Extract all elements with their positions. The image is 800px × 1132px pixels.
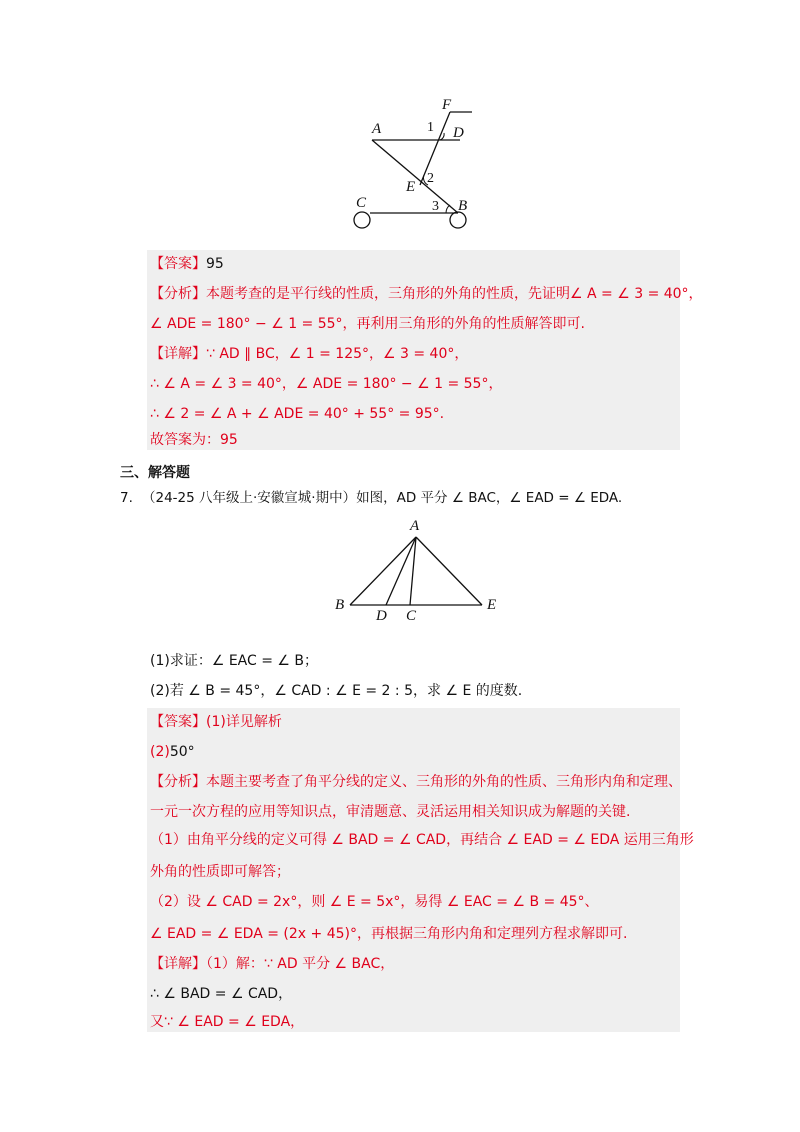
part-2-text: (2)若 ∠ B = 45°，∠ CAD : ∠ E = 2 : 5，求 ∠ E 的度数. (150, 683, 523, 699)
answer-line-q6 (150, 254, 224, 274)
answer-part-2-prefix: (2) (150, 744, 170, 760)
analysis-text-5: （2）设 ∠ CAD = 2x°，则 ∠ E = 5x°，易得 ∠ EAC = ∠ B = 45°、 (150, 894, 599, 910)
label-2: 2 (427, 171, 434, 186)
answer-value: 95 (206, 256, 224, 272)
analysis-text-2: 一元一次方程的应用等知识点，审清题意、灵活运用相关知识成为解题的关键. (150, 804, 631, 820)
detail-line-1-q7 (150, 954, 394, 974)
analysis-tag: 【分析】 (150, 774, 206, 790)
question-number: 7. (120, 490, 133, 506)
answer-part-2-value: 50° (169, 744, 195, 760)
detail-line-2-q6 (150, 374, 502, 394)
label-b: B (458, 198, 468, 214)
analysis-text-3: （1）由角平分线的定义可得 ∠ BAD = ∠ CAD，再结合 ∠ EAD = ∠ EDA 运用三角形 (150, 832, 694, 848)
analysis-line-6-q7 (150, 924, 627, 944)
label-d: D (453, 125, 464, 141)
line-ae (416, 537, 482, 605)
question-7-part-1 (150, 651, 318, 671)
figure-parallel-lines (340, 95, 490, 235)
label-d: D (376, 608, 387, 624)
section-title: 三、解答题 (120, 465, 190, 481)
analysis-line-4-q7 (150, 862, 290, 882)
question-7-part-2 (150, 681, 522, 701)
final-answer-q6 (150, 430, 238, 450)
detail-line-1-q6 (150, 344, 468, 364)
label-e: E (406, 179, 416, 195)
line-ab (372, 140, 458, 213)
label-c: C (356, 195, 367, 211)
detail-tag: 【详解】 (150, 346, 206, 362)
detail-line-2-q7 (150, 984, 292, 1004)
answer-line-q7 (150, 712, 282, 732)
label-e: E (487, 597, 497, 613)
detail-tag: 【详解】 (150, 956, 206, 972)
analysis-line-2-q7 (150, 802, 630, 822)
label-f: F (442, 97, 452, 113)
label-3: 3 (432, 199, 439, 214)
final-text: 故答案为：95 (150, 432, 238, 448)
analysis-line-3-q7 (150, 830, 694, 850)
analysis-tag: 【分析】 (150, 286, 206, 302)
analysis-line-1-q7 (150, 772, 682, 792)
line-fe (420, 112, 450, 185)
analysis-text-2: ∠ ADE = 180° − ∠ 1 = 55°，再利用三角形的外角的性质解答即可. (150, 316, 585, 332)
answer-line-2-q7 (150, 742, 195, 762)
analysis-line-5-q7 (150, 892, 599, 912)
analysis-line-1-q6 (150, 284, 703, 304)
analysis-line-2-q6 (150, 314, 585, 334)
detail-text-2: ∴ ∠ BAD = ∠ CAD， (150, 986, 293, 1002)
label-a: A (410, 518, 420, 534)
detail-text-1: ∵ AD ∥ BC，∠ 1 = 125°，∠ 3 = 40°， (206, 346, 469, 362)
answer-part-1: (1)详见解析 (206, 714, 282, 730)
detail-text-1: （1）解：∵ AD 平分 ∠ BAC， (206, 956, 395, 972)
label-c: C (406, 608, 417, 624)
label-1: 1 (427, 120, 434, 135)
answer-tag: 【答案】 (150, 256, 206, 272)
detail-text-3: ∴ ∠ 2 = ∠ A + ∠ ADE = 40° + 55° = 95°. (150, 406, 445, 422)
wheel-c (354, 212, 370, 228)
analysis-text-6: ∠ EAD = ∠ EDA = (2x + 45)°，再根据三角形内角和定理列方程求解即可. (150, 926, 628, 942)
detail-line-3-q7 (150, 1012, 304, 1032)
label-a: A (372, 121, 382, 137)
label-b: B (335, 597, 345, 613)
line-ab (350, 537, 416, 605)
answer-tag: 【答案】 (150, 714, 206, 730)
figure-triangle (330, 515, 510, 625)
part-1-text: (1)求证：∠ EAC = ∠ B； (150, 653, 319, 669)
detail-line-3-q6 (150, 404, 444, 424)
analysis-text-1: 本题考查的是平行线的性质，三角形的外角的性质，先证明∠ A = ∠ 3 = 40°， (206, 286, 703, 302)
detail-text-2: ∴ ∠ A = ∠ 3 = 40°，∠ ADE = 180° − ∠ 1 = 55°， (150, 376, 503, 392)
wheel-b (450, 212, 466, 228)
analysis-text-1: 本题主要考查了角平分线的定义、三角形的外角的性质、三角形内角和定理、 (206, 774, 682, 790)
question-7 (120, 488, 622, 508)
question-text: （24-25 八年级上·安徽宣城·期中）如图，AD 平分 ∠ BAC，∠ EAD = ∠ EDA. (142, 490, 623, 506)
analysis-text-4: 外角的性质即可解答； (150, 864, 290, 880)
detail-text-3: 又∵ ∠ EAD = ∠ EDA， (150, 1014, 305, 1030)
